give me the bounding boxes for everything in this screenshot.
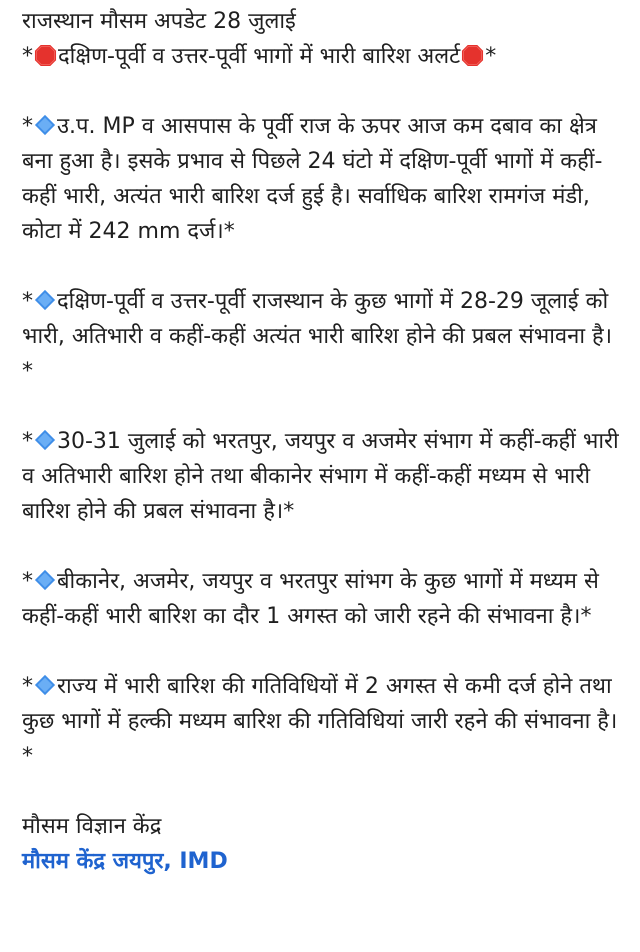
- post-body: [22, 4, 622, 879]
- paragraph-text: बीकानेर, अजमेर, जयपुर व भरतपुर सांभग के कुछ भागों में मध्यम से कहीं-कहीं भारी बारिश का दौर 1 अगस्त को जारी रहने की संभावना है।*: [22, 569, 599, 629]
- paragraph-text: दक्षिण-पूर्वी व उत्तर-पूर्वी राजस्थान के कुछ भागों में 28-29 जूलाई को भारी, अतिभारी व कहीं-कहीं अत्यंत भारी बारिश होने की प्रबल संभावना है।*: [22, 289, 613, 384]
- stop-sign-icon: [34, 44, 57, 67]
- paragraph-text: 30-31 जुलाई को भरतपुर, जयपुर व अजमेर संभाग में कहीं-कहीं भारी व अतिभारी बारिश होने तथा बीकानेर संभाग में कहीं-कहीं मध्यम से भारी बारिश होने की प्रबल संभावना है।*: [22, 429, 619, 524]
- stop-sign-icon: [461, 44, 484, 67]
- blue-diamond-icon: [34, 429, 56, 451]
- paragraph-text: राज्य में भारी बारिश की गतिविधियों में 2 अगस्त से कमी दर्ज होने तथा कुछ भागों में हल्की मध्यम बारिश की गतिविधियां जारी रहने की संभावना है।*: [22, 674, 618, 769]
- paragraph-prefix: *: [22, 429, 33, 454]
- paragraph-2-august: [22, 669, 622, 774]
- alert-text: दक्षिण-पूर्वी व उत्तर-पूर्वी भागों में भारी बारिश अलर्ट: [58, 44, 461, 69]
- blue-diamond-icon: [34, 569, 56, 591]
- blue-diamond-icon: [34, 674, 56, 696]
- paragraph-30-31-july: [22, 424, 622, 529]
- paragraph-prefix: *: [22, 114, 33, 139]
- alert-line: [22, 39, 622, 74]
- paragraph-prefix: *: [22, 289, 33, 314]
- paragraph-low-pressure: [22, 109, 622, 249]
- paragraph-prefix: *: [22, 569, 33, 594]
- imd-jaipur-link[interactable]: मौसम केंद्र जयपुर, IMD: [22, 849, 228, 874]
- paragraph-text: उ.प. MP व आसपास के पूर्वी राज के ऊपर आज कम दबाव का क्षेत्र बना हुआ है। इसके प्रभाव से पिछले 24 घंटो में दक्षिण-पूर्वी भागों में कहीं-कहीं भारी, अत्यंत भारी बारिश दर्ज हुई है। सर्वाधिक बारिश रामगंज मंडी, कोटा में 242 mm दर्ज।*: [22, 114, 603, 244]
- blue-diamond-icon: [34, 289, 56, 311]
- blue-diamond-icon: [34, 114, 56, 136]
- alert-prefix: *: [22, 44, 33, 69]
- signature-block: [22, 809, 622, 879]
- paragraph-28-29-july: [22, 284, 622, 389]
- post-title: राजस्थान मौसम अपडेट 28 जुलाई: [22, 9, 296, 34]
- alert-suffix: *: [485, 44, 497, 69]
- paragraph-1-august: [22, 564, 622, 634]
- paragraph-prefix: *: [22, 674, 33, 699]
- signature-text: मौसम विज्ञान केंद्र: [22, 814, 162, 839]
